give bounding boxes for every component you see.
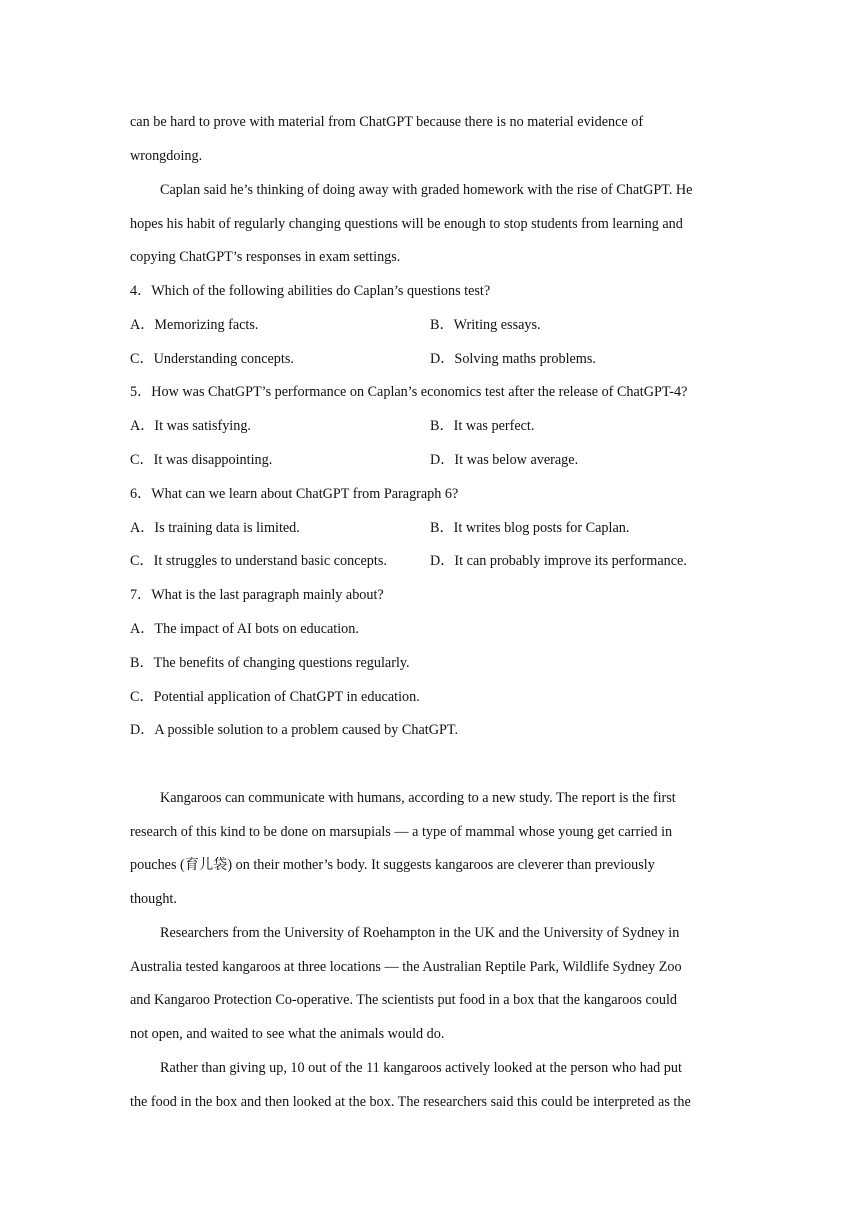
passage-line: research of this kind to be done on marsupials — a type of mammal whose young get carried in xyxy=(130,824,673,840)
question-stem: 7．What is the last paragraph mainly about? xyxy=(130,587,384,603)
passage-line: wrongdoing. xyxy=(130,148,203,164)
option-a: A．Is training data is limited. xyxy=(130,520,300,536)
question-stem: 5．How was ChatGPT’s performance on Caplan’s economics test after the release of ChatGPT-4? xyxy=(130,384,688,400)
passage-line: thought. xyxy=(130,891,177,907)
option-c: C．Potential application of ChatGPT in education. xyxy=(130,689,420,705)
passage-line: Kangaroos can communicate with humans, according to a new study. The report is the first xyxy=(160,790,676,806)
option-c: C．It was disappointing. xyxy=(130,452,273,468)
question-stem: 6．What can we learn about ChatGPT from Paragraph 6? xyxy=(130,486,459,502)
question-stem: 4．Which of the following abilities do Caplan’s questions test? xyxy=(130,283,491,299)
option-d: D．It can probably improve its performance. xyxy=(430,553,687,569)
option-c: C．It struggles to understand basic concepts. xyxy=(130,553,387,569)
passage-line: Researchers from the University of Roehampton in the UK and the University of Sydney in xyxy=(160,925,680,941)
option-b: B．It writes blog posts for Caplan. xyxy=(430,520,630,536)
option-d: D．A possible solution to a problem caused by ChatGPT. xyxy=(130,722,458,738)
option-b: B．The benefits of changing questions regularly. xyxy=(130,655,410,671)
option-d: D．It was below average. xyxy=(430,452,579,468)
option-c: C．Understanding concepts. xyxy=(130,351,294,367)
passage-line: can be hard to prove with material from ChatGPT because there is no material evidence of xyxy=(130,114,644,130)
passage-line: Rather than giving up, 10 out of the 11 kangaroos actively looked at the person who had put xyxy=(160,1060,682,1076)
option-a: A．The impact of AI bots on education. xyxy=(130,621,359,637)
passage-line: pouches (育儿袋) on their mother’s body. It suggests kangaroos are cleverer than previously xyxy=(130,857,655,873)
passage-line: hopes his habit of regularly changing questions will be enough to stop students from learning and xyxy=(130,216,683,232)
option-b: B．It was perfect. xyxy=(430,418,535,434)
passage-line: not open, and waited to see what the animals would do. xyxy=(130,1026,445,1042)
passage-line: Australia tested kangaroos at three locations — the Australian Reptile Park, Wildlife Sydney Zoo xyxy=(130,959,682,975)
option-a: A．Memorizing facts. xyxy=(130,317,259,333)
option-a: A．It was satisfying. xyxy=(130,418,251,434)
passage-line: and Kangaroo Protection Co-operative. The scientists put food in a box that the kangaroos could xyxy=(130,992,678,1008)
passage-line: the food in the box and then looked at the box. The researchers said this could be interpreted as the xyxy=(130,1094,691,1110)
option-b: B．Writing essays. xyxy=(430,317,541,333)
option-d: D．Solving maths problems. xyxy=(430,351,596,367)
passage-line: Caplan said he’s thinking of doing away with graded homework with the rise of ChatGPT. He xyxy=(160,182,693,198)
passage-line: copying ChatGPT’s responses in exam settings. xyxy=(130,249,401,265)
